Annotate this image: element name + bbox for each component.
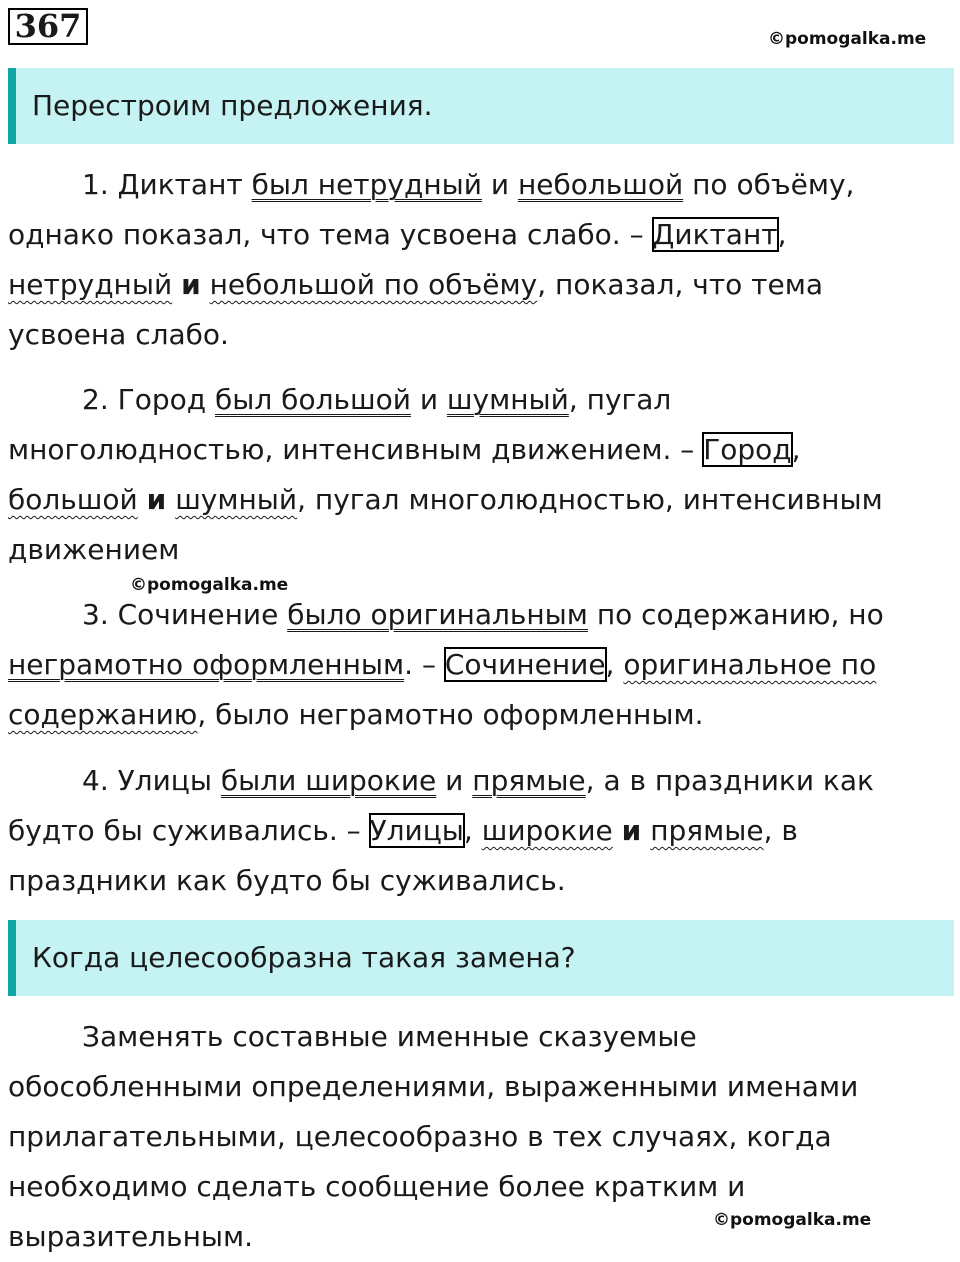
- text-segment: по содержанию, но: [587, 598, 884, 631]
- modifier-underline: шумный: [175, 483, 298, 516]
- text-line: [8, 856, 958, 906]
- text-segment: по объёму,: [683, 168, 855, 201]
- text-segment: , пугал: [568, 383, 672, 416]
- modifier-underline: большой: [8, 483, 138, 516]
- text-line: [8, 375, 958, 425]
- text-segment: и: [481, 168, 518, 201]
- predicate-underline: шумный: [446, 383, 569, 416]
- section-heading-2: Когда целесообразна такая замена?: [8, 920, 954, 996]
- text-segment: , а в праздники как: [585, 764, 874, 797]
- section-heading-1: Перестроим предложения.: [8, 68, 954, 144]
- modifier-underline: небольшой по объёму: [209, 268, 538, 301]
- text-segment: ,: [463, 814, 482, 847]
- text-segment: и: [410, 383, 447, 416]
- subject-box: Сочинение: [444, 648, 606, 681]
- text-segment: обособленными определениями, выраженными именами: [8, 1070, 859, 1103]
- text-segment: и: [436, 764, 473, 797]
- text-segment: , было неграмотно оформленным.: [197, 698, 704, 731]
- text-segment: необходимо сделать сообщение более кратким и: [8, 1170, 746, 1203]
- text-segment: усвоена слабо.: [8, 318, 229, 351]
- predicate-underline: было оригинальным: [287, 598, 588, 631]
- text-line: [8, 640, 958, 690]
- text-segment: [166, 483, 175, 516]
- text-segment: , в: [763, 814, 798, 847]
- text-segment: 2. Город: [82, 383, 215, 416]
- watermark-bottom: ©pomogalka.me: [713, 1210, 872, 1230]
- text-segment: однако показал, что тема усвоена слабо. –: [8, 218, 653, 251]
- text-line: [8, 1062, 958, 1112]
- text-segment: ,: [777, 218, 787, 251]
- text-line: [8, 475, 958, 525]
- item-3: [8, 590, 958, 740]
- text-line: [8, 310, 958, 360]
- watermark-top: ©pomogalka.me: [768, 29, 927, 49]
- text-segment: . –: [404, 648, 445, 681]
- text-segment: 4. Улицы: [82, 764, 221, 797]
- text-segment: [613, 814, 622, 847]
- item-4: [8, 756, 958, 906]
- text-segment: , показал, что тема: [537, 268, 823, 301]
- text-segment: , пугал многолюдностью, интенсивным: [297, 483, 883, 516]
- predicate-underline: неграмотно оформленным: [8, 648, 405, 681]
- text-segment: праздники как будто бы суживались.: [8, 864, 566, 897]
- predicate-underline: прямые: [472, 764, 586, 797]
- item-1: [8, 160, 958, 360]
- text-segment: [201, 268, 210, 301]
- predicate-underline: небольшой: [517, 168, 684, 201]
- predicate-underline: были широкие: [220, 764, 437, 797]
- text-segment: ,: [605, 648, 624, 681]
- exercise-number: 367: [8, 8, 88, 45]
- modifier-underline: нетрудный: [8, 268, 173, 301]
- text-segment: [138, 483, 147, 516]
- modifier-underline: прямые: [650, 814, 764, 847]
- text-line: [8, 756, 958, 806]
- text-segment: [641, 814, 650, 847]
- text-line: [8, 525, 958, 575]
- conjunction-bold: и: [181, 268, 201, 301]
- subject-box: Улицы: [369, 814, 464, 847]
- text-segment: будто бы суживались. –: [8, 814, 370, 847]
- text-segment: Заменять составные именные сказуемые: [82, 1020, 697, 1053]
- text-line: [8, 690, 958, 740]
- text-line: [8, 1112, 958, 1162]
- text-segment: движением: [8, 533, 180, 566]
- text-line: [8, 1162, 958, 1212]
- text-segment: [172, 268, 181, 301]
- modifier-underline: содержанию: [8, 698, 198, 731]
- text-line: [8, 210, 958, 260]
- conjunction-bold: и: [621, 814, 642, 847]
- text-line: [8, 425, 958, 475]
- subject-box: Диктант: [652, 218, 778, 251]
- watermark-mid: ©pomogalka.me: [130, 575, 289, 595]
- text-segment: 3. Сочинение: [82, 598, 288, 631]
- predicate-underline: был нетрудный: [251, 168, 482, 201]
- text-line: [8, 1012, 958, 1062]
- conjunction-bold: и: [146, 483, 167, 516]
- text-line: [8, 590, 958, 640]
- text-segment: выразительным.: [8, 1220, 253, 1253]
- text-line: [8, 160, 958, 210]
- text-segment: прилагательными, целесообразно в тех случаях, когда: [8, 1120, 832, 1153]
- text-line: [8, 260, 958, 310]
- predicate-underline: был большой: [215, 383, 411, 416]
- modifier-underline: широкие: [481, 814, 613, 847]
- text-line: [8, 806, 958, 856]
- text-segment: 1. Диктант: [82, 168, 252, 201]
- text-segment: ,: [791, 433, 801, 466]
- modifier-underline: оригинальное по: [623, 648, 877, 681]
- subject-box: Город: [703, 433, 792, 466]
- item-2: [8, 375, 958, 575]
- text-segment: многолюдностью, интенсивным движением. –: [8, 433, 704, 466]
